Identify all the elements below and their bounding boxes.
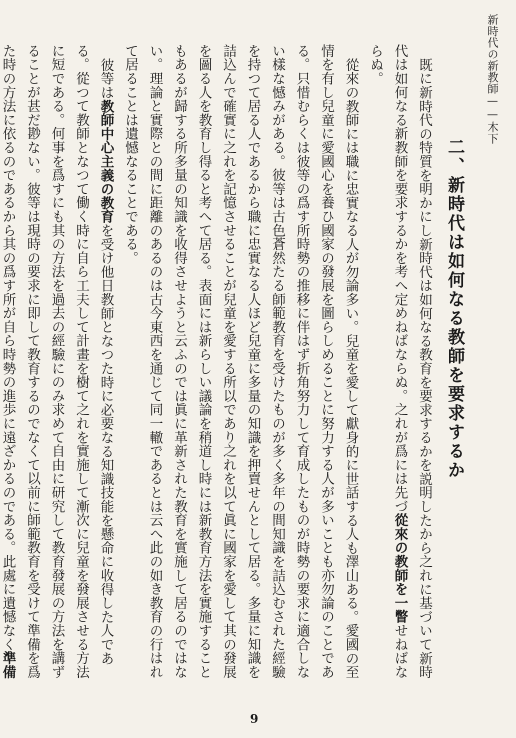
paragraph-1-text-a: 既に新時代の特質を明かにし新時代は如何なる教育を要求するかを説明したから之れに基づいて新時代は如何なる新教師を要求するかを考へ定めねばならぬ。之れが爲には先づ: [391, 44, 432, 679]
paragraph-3-text-a: 彼等は: [97, 57, 114, 99]
paragraph-2: 從來の教師には職に忠實なる人が勿論多い。兒童を愛して獻身的に世話する人も澤山ある。愛國の至情を有し兒童に愛國心を養ひ國家の發展を圖らしめることに努力する人が多いことも亦勿論のことである。只惜むらくは彼等の爲す所時勢の推移に伴はず折角努力して育成したものが時勢の要求に適合しない樣な憾みがある。彼等は古色蒼然たる師範教育を受けたものが多く多年の間知識を詰込むされた經驗を持つて居る人であるから職に忠實なる人ほど兒童に多量の知識を押賣せんとして居る。多量に知識を詰込んで確實に之れを記憶させることが兒童を愛する所以であり之れを以て眞に國家を愛して其の發展を圖る人を教育し得ると考へて居る。表面には新らしい議論を稍道し時には新教育方法を實施することもあるが歸する所多量の知識を收得させようと云ふのでは眞に革新された教育を實施して居るのではない。理論と實際との間に距離のあるのは古今東西を通じて同一轍であるとは云へ此の如き教育の行はれて居ることは遺憾なることである。: [122, 44, 359, 679]
paragraph-3-text-c: を受け他日教師となつた時に必要なる知識技能を懸命に收得した人である。從つて教師となつて働く時に自ら工夫して計畫を樹て之れを實施して漸次に兒童を發展させる方法に短である。何事を爲すにも其の方法を過去の經驗にのみ求めて自由に研究して教育發展の方法を講ずることが甚だ尠ない。彼等は現時の要求に即して教育するのでなくて以前に師範教育を受けて準備を爲た時の方法に依るのであるから其の爲す所が自ら時勢の進歩に遠ざかるのである。此處に遺憾なく: [0, 44, 114, 679]
emphasis-previous-teachers: 從來の教師を一瞥: [391, 513, 408, 624]
emphasis-preparation-education: 準備: [0, 651, 16, 679]
paragraph-1: [363, 44, 437, 684]
section-heading: 二、新時代は如何なる教師を要求するか: [444, 138, 464, 480]
page-number: 9: [250, 712, 259, 726]
paragraph-1-text-c: せねばならぬ。: [367, 44, 408, 679]
running-header: 新時代の新教師——木下: [486, 14, 499, 145]
paragraph-3: [0, 44, 118, 684]
emphasis-teacher-centered: 教師中心主義の教育: [97, 98, 114, 224]
body-text: [0, 44, 436, 684]
